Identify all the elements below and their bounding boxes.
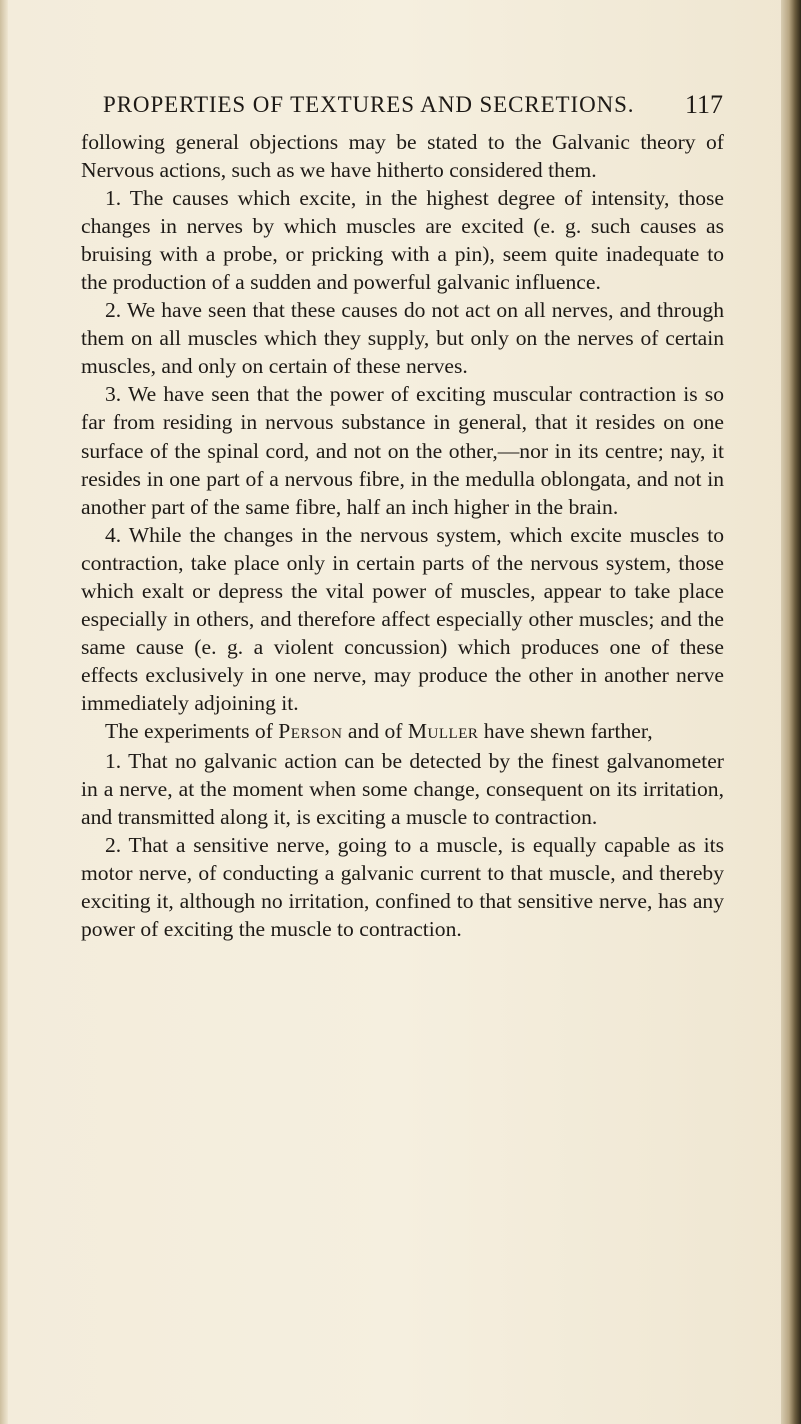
finding-paragraph: 1. That no galvanic action can be detected by the finest galvanometer in a nerve, at the moment when some change, consequent on its irritation, and transmitted along it, is exciting a muscle to contraction.: [81, 749, 724, 830]
intro-paragraph: following general objections may be stated to the Galvanic theory of Nervous actions, such as we have hitherto considered them.: [81, 130, 724, 183]
objection-paragraph: 1. The causes which excite, in the highest degree of intensity, those changes in nerves by which muscles are excited (e. g. such causes as bruising with a probe, or pricking with a pin), seem quite inadequate to the production of a sudden and powerful galvanic influence.: [81, 186, 724, 295]
experiments-text-before: The experiments of: [105, 718, 279, 743]
finding-paragraph: 2. That a sensitive nerve, going to a muscle, is equally capable as its motor nerve, of conducting a galvanic current to that muscle, and thereby exciting it, although no irritation, confined to that sensitive nerve, has any power of exciting the muscle to contraction.: [81, 833, 724, 942]
author-name-person: Person: [278, 718, 343, 743]
running-title: PROPERTIES OF TEXTURES AND SECRETIONS.: [103, 92, 635, 117]
objection-paragraph: 3. We have seen that the power of exciting muscular contraction is so far from residing in nervous substance in general, that it resides on one surface of the spinal cord, and not on the other,—nor in its centre; nay, it resides in one part of a nervous fibre, in the medulla oblongata, and not in another part of the same fibre, half an inch higher in the brain.: [81, 382, 724, 519]
experiments-text-middle: and of: [342, 718, 408, 743]
experiments-intro-paragraph: [81, 717, 724, 745]
objection-paragraph: 4. While the changes in the nervous system, which excite muscles to contraction, take place only in certain parts of the nervous system, those which exalt or depress the vital power of muscles, appear to take place especially in others, and therefore affect especially other muscles; and the same cause (e. g. a violent concussion) which produces one of these effects exclusively in one nerve, may produce the other in another nerve immediately adjoining it.: [81, 522, 724, 715]
page-number: 117: [684, 90, 723, 119]
objection-paragraph: 2. We have seen that these causes do not act on all nerves, and through them on all muscles which they supply, but only on the nerves of certain muscles, and only on certain of these nerves.: [81, 298, 724, 379]
body-text: [81, 128, 724, 943]
author-name-muller: Muller: [407, 718, 479, 743]
experiments-text-after: have shewn farther,: [478, 718, 653, 743]
page-header: [103, 92, 723, 126]
page-left-edge: [0, 0, 8, 1424]
page-binding-shadow: [781, 0, 801, 1424]
